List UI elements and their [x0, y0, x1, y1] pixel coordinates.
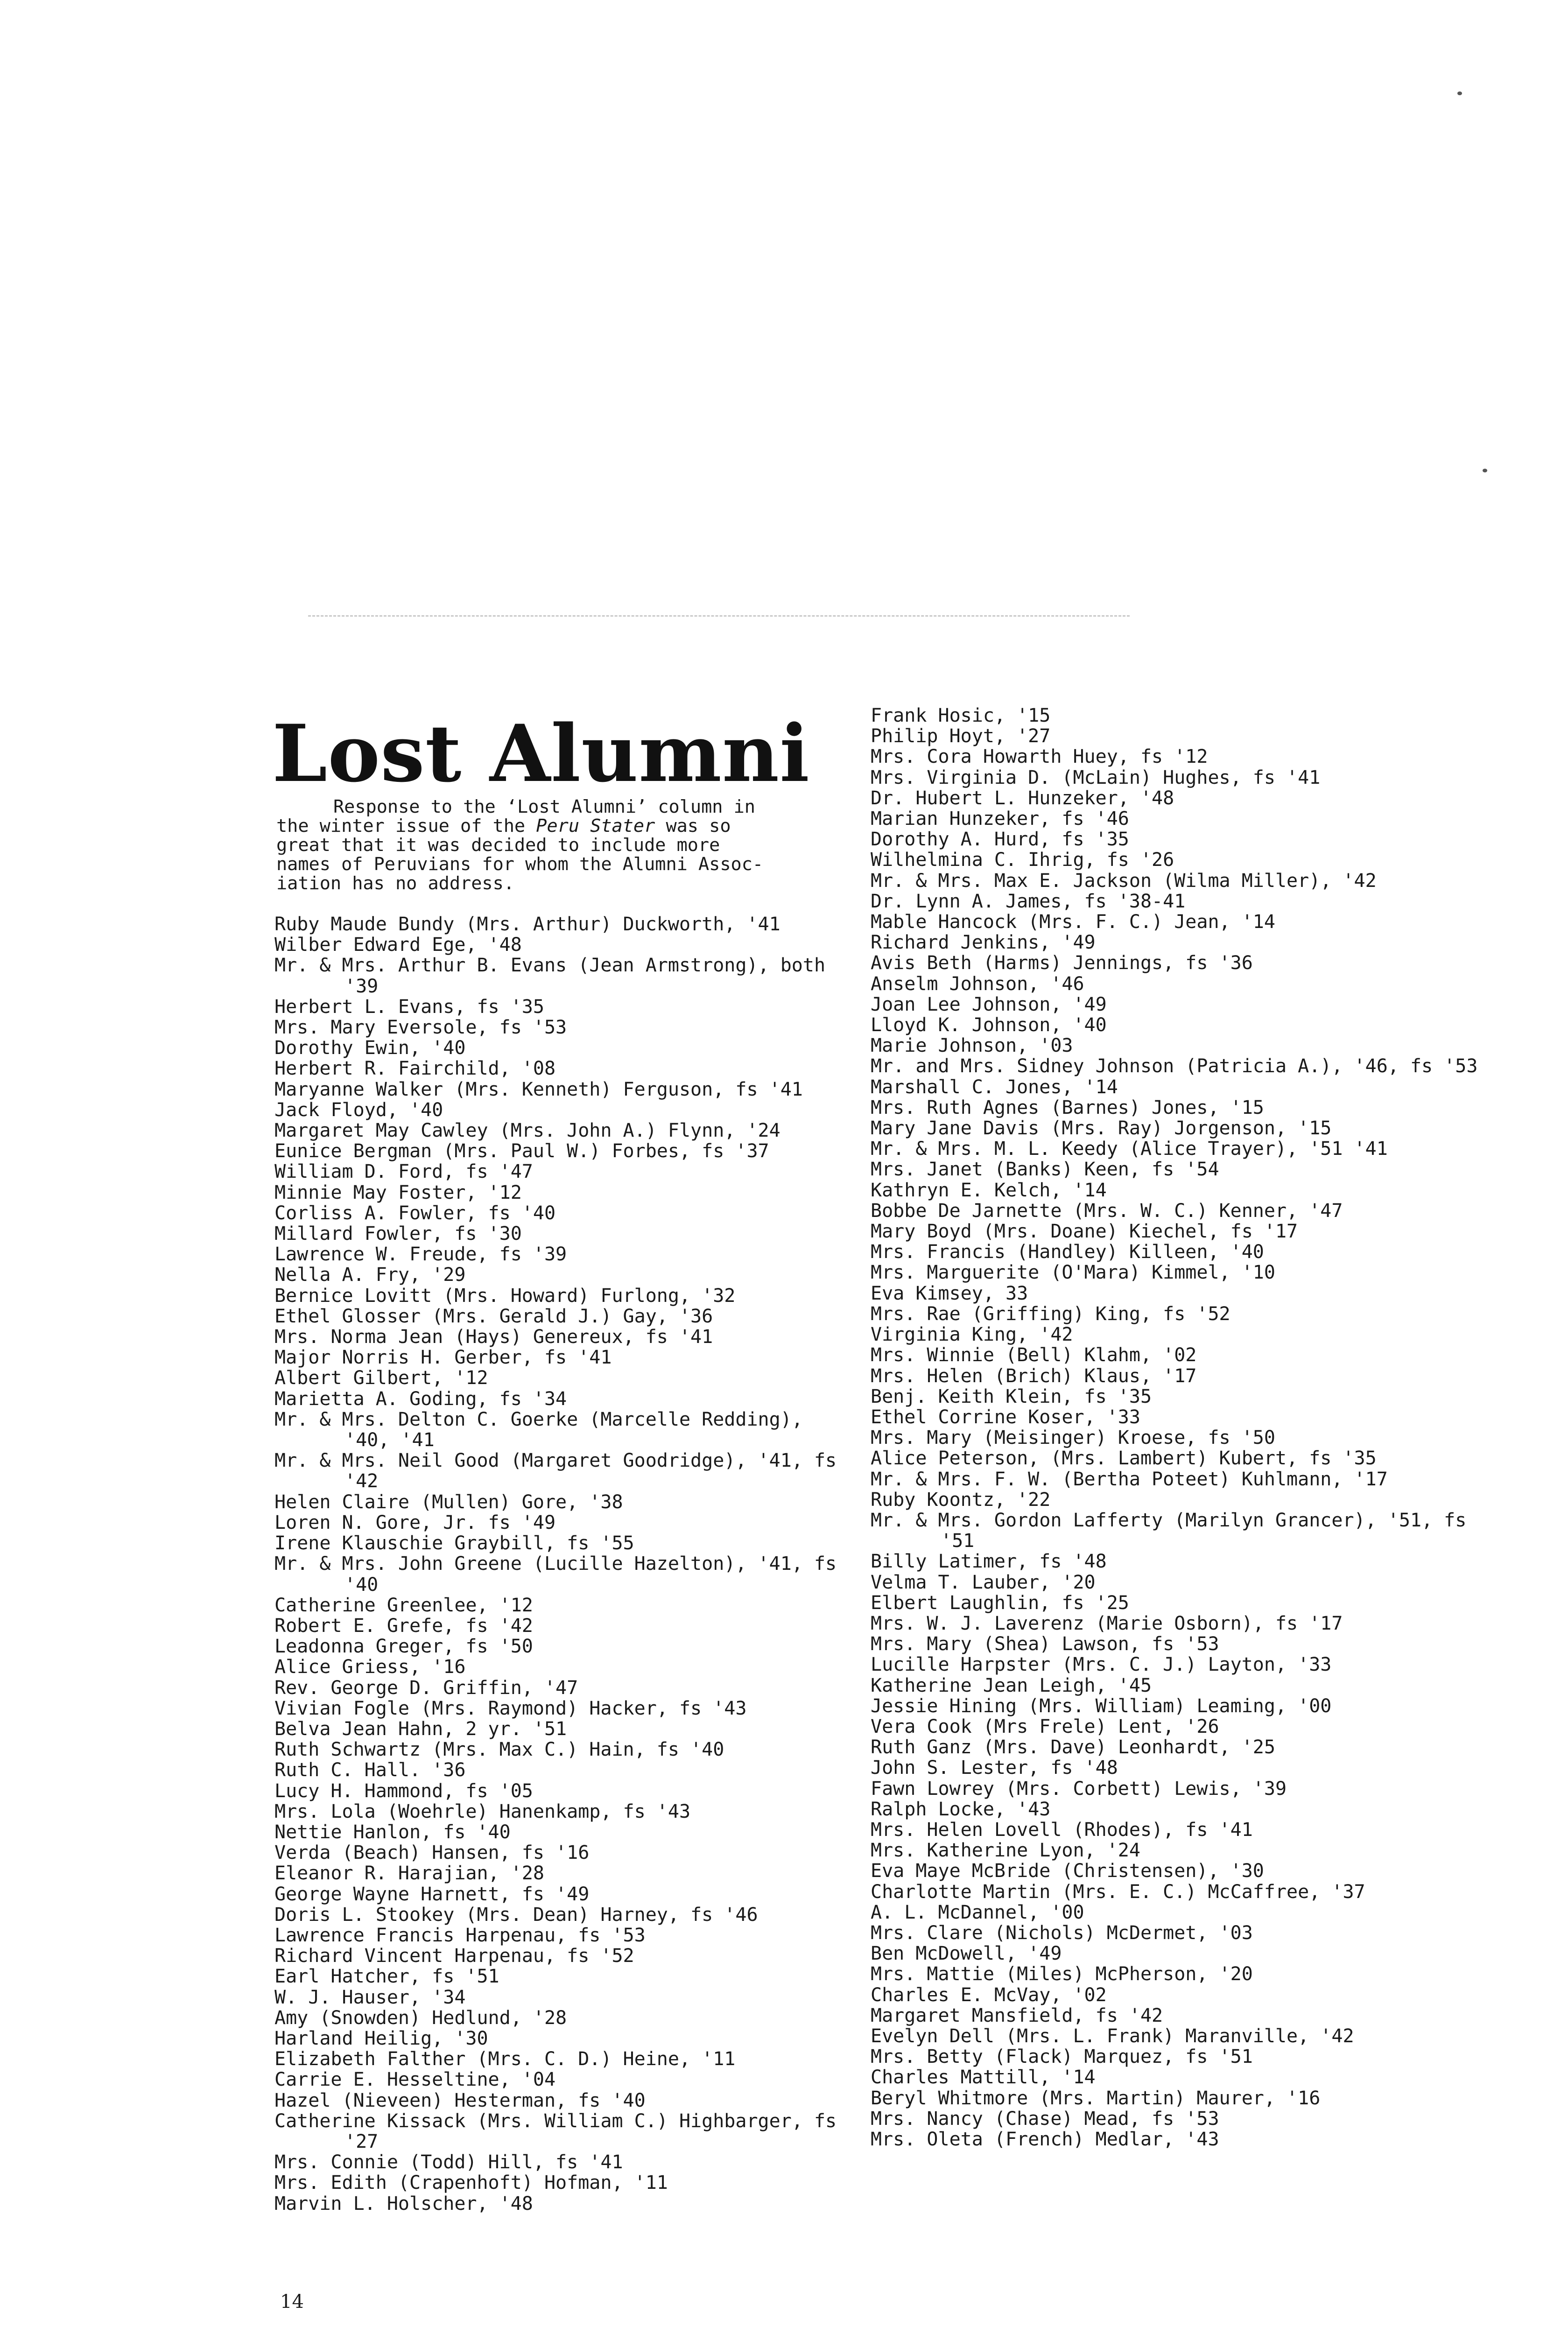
- intro-line: names of Peruvians for whom the Alumni Assoc-: [276, 854, 764, 875]
- alumni-entry: Elizabeth Falther (Mrs. C. D.) Heine, '11: [274, 2048, 736, 2070]
- alumni-entry: Mrs. W. J. Laverenz (Marie Osborn), fs '17: [871, 1612, 1343, 1634]
- alumni-entry: Doris L. Stookey (Mrs. Dean) Harney, fs '46: [274, 1904, 758, 1926]
- alumni-entry: Mr. & Mrs. Neil Good (Margaret Goodridge), '41, fs '42: [274, 1450, 848, 1492]
- alumni-entry: Ruth C. Hall. '36: [274, 1759, 466, 1781]
- alumni-entry: Mrs. Helen Lovell (Rhodes), fs '41: [871, 1819, 1253, 1841]
- alumni-entry: Philip Hoyt, '27: [871, 725, 1051, 747]
- alumni-entry: Mrs. Rae (Griffing) King, fs '52: [871, 1303, 1230, 1325]
- alumni-entry: Mr. & Mrs. M. L. Keedy (Alice Trayer), '51 '41: [871, 1138, 1388, 1160]
- alumni-entry: Velma T. Lauber, '20: [871, 1571, 1096, 1593]
- alumni-entry: Dorothy A. Hurd, fs '35: [871, 829, 1129, 851]
- alumni-entry: Dr. Lynn A. James, fs '38-41: [871, 890, 1186, 912]
- alumni-entry: Ruth Ganz (Mrs. Dave) Leonhardt, '25: [871, 1736, 1275, 1758]
- alumni-entry: Vivian Fogle (Mrs. Raymond) Hacker, fs '43: [274, 1697, 747, 1719]
- alumni-entry: Ralph Locke, '43: [871, 1798, 1051, 1820]
- intro-paragraph: [276, 797, 841, 893]
- alumni-entry: Mrs. Katherine Lyon, '24: [871, 1840, 1140, 1862]
- alumni-entry: Ruby Maude Bundy (Mrs. Arthur) Duckworth, '41: [274, 914, 780, 935]
- scan-speck: [1457, 91, 1462, 95]
- alumni-entry: Charles E. McVay, '02: [871, 1984, 1107, 2006]
- alumni-entry: Margaret May Cawley (Mrs. John A.) Flynn, '24: [274, 1120, 780, 1142]
- alumni-list-right-column: [871, 705, 1496, 2150]
- alumni-entry: Mrs. Francis (Handley) Killeen, '40: [871, 1241, 1264, 1263]
- alumni-entry: Margaret Mansfield, fs '42: [871, 2004, 1163, 2026]
- alumni-entry: Alice Griess, '16: [274, 1656, 466, 1678]
- alumni-entry: Mrs. Cora Howarth Huey, fs '12: [871, 746, 1208, 768]
- alumni-entry: Bobbe De Jarnette (Mrs. W. C.) Kenner, '47: [871, 1200, 1343, 1222]
- alumni-entry: A. L. McDannel, '00: [871, 1901, 1084, 1923]
- alumni-entry: Mr. & Mrs. Arthur B. Evans (Jean Armstrong), both '39: [274, 955, 837, 997]
- alumni-entry: Mrs. Clare (Nichols) McDermet, '03: [871, 1922, 1253, 1944]
- alumni-entry: Eleanor R. Harajian, '28: [274, 1863, 544, 1884]
- alumni-entry: Richard Vincent Harpenau, fs '52: [274, 1945, 634, 1967]
- alumni-entry: Amy (Snowden) Hedlund, '28: [274, 2007, 567, 2029]
- alumni-entry: Earl Hatcher, fs '51: [274, 1966, 499, 1988]
- alumni-entry: Nella A. Fry, '29: [274, 1264, 466, 1286]
- alumni-entry: Mrs. Helen (Brich) Klaus, '17: [871, 1365, 1197, 1387]
- alumni-entry: Kathryn E. Kelch, '14: [871, 1179, 1107, 1201]
- alumni-entry: Mr. & Mrs. John Greene (Lucille Hazelton), '41, fs '40: [274, 1553, 848, 1596]
- alumni-entry: Leadonna Greger, fs '50: [274, 1636, 533, 1658]
- alumni-entry: Mrs. Mary (Shea) Lawson, fs '53: [871, 1633, 1219, 1655]
- alumni-entry: Dorothy Ewin, '40: [274, 1037, 466, 1059]
- alumni-entry: Catherine Greenlee, '12: [274, 1594, 533, 1616]
- alumni-entry: Mrs. Oleta (French) Medlar, '43: [871, 2129, 1219, 2151]
- alumni-entry: Albert Gilbert, '12: [274, 1367, 488, 1389]
- alumni-entry: Dr. Hubert L. Hunzeker, '48: [871, 787, 1174, 809]
- alumni-entry: Beryl Whitmore (Mrs. Martin) Maurer, '16: [871, 2087, 1321, 2109]
- alumni-entry: Major Norris H. Gerber, fs '41: [274, 1347, 612, 1369]
- alumni-entry: Minnie May Foster, '12: [274, 1181, 522, 1203]
- alumni-entry: Mr. & Mrs. F. W. (Bertha Poteet) Kuhlmann, '17: [871, 1468, 1388, 1490]
- alumni-entry: Verda (Beach) Hansen, fs '16: [274, 1842, 590, 1864]
- alumni-entry: Belva Jean Hahn, 2 yr. '51: [274, 1718, 567, 1740]
- alumni-entry: Mrs. Janet (Banks) Keen, fs '54: [871, 1159, 1219, 1181]
- intro-line: great that it was decided to include more: [276, 835, 720, 856]
- intro-text: was so: [655, 815, 731, 837]
- faint-dashed-rule: [308, 615, 1130, 617]
- alumni-entry: Mary Boyd (Mrs. Doane) Kiechel, fs '17: [871, 1221, 1298, 1243]
- alumni-entry: Mr. & Mrs. Max E. Jackson (Wilma Miller), '42: [871, 870, 1377, 892]
- alumni-entry: Lucy H. Hammond, fs '05: [274, 1780, 533, 1802]
- alumni-entry: Mr. & Mrs. Gordon Lafferty (Marilyn Grancer), '51, fs '51: [871, 1509, 1478, 1552]
- alumni-entry: Catherine Kissack (Mrs. William C.) Highbarger, fs '27: [274, 2110, 848, 2152]
- page-title: Lost Alumni: [272, 707, 810, 800]
- alumni-entry: Joan Lee Johnson, '49: [871, 993, 1107, 1015]
- alumni-entry: Avis Beth (Harms) Jennings, fs '36: [871, 952, 1253, 974]
- alumni-entry: John S. Lester, fs '48: [871, 1757, 1118, 1779]
- alumni-entry: Lloyd K. Johnson, '40: [871, 1014, 1107, 1036]
- alumni-entry: Anselm Johnson, '46: [871, 973, 1084, 995]
- alumni-entry: Mrs. Edith (Crapenhoft) Hofman, '11: [274, 2172, 668, 2194]
- alumni-entry: Jessie Hining (Mrs. William) Leaming, '00: [871, 1695, 1332, 1717]
- alumni-entry: Ruth Schwartz (Mrs. Max C.) Hain, fs '40: [274, 1739, 724, 1761]
- intro-line: [276, 816, 841, 836]
- alumni-entry: Frank Hosic, '15: [871, 705, 1051, 726]
- alumni-entry: Mrs. Connie (Todd) Hill, fs '41: [274, 2151, 623, 2173]
- alumni-entry: Eva Maye McBride (Christensen), '30: [871, 1860, 1264, 1882]
- alumni-entry: Mrs. Winnie (Bell) Klahm, '02: [871, 1344, 1197, 1366]
- publication-name: Peru Stater: [536, 815, 655, 837]
- alumni-entry: Benj. Keith Klein, fs '35: [871, 1385, 1152, 1407]
- alumni-entry: Evelyn Dell (Mrs. L. Frank) Maranville, '42: [871, 2025, 1354, 2047]
- alumni-entry: Charles Mattill, '14: [871, 2067, 1096, 2088]
- alumni-entry: Harland Heilig, '30: [274, 2027, 488, 2049]
- alumni-entry: Ben McDowell, '49: [871, 1943, 1062, 1965]
- alumni-entry: Millard Fowler, fs '30: [274, 1223, 522, 1245]
- alumni-entry: Katherine Jean Leigh, '45: [871, 1674, 1152, 1696]
- alumni-entry: Lawrence Francis Harpenau, fs '53: [274, 1924, 646, 1946]
- alumni-entry: Robert E. Grefe, fs '42: [274, 1615, 533, 1637]
- alumni-entry: Eva Kimsey, 33: [871, 1282, 1028, 1304]
- alumni-entry: Jack Floyd, '40: [274, 1099, 443, 1121]
- alumni-entry: Lucille Harpster (Mrs. C. J.) Layton, '33: [871, 1654, 1332, 1676]
- alumni-entry: Mrs. Norma Jean (Hays) Genereux, fs '41: [274, 1326, 713, 1348]
- alumni-entry: Mable Hancock (Mrs. F. C.) Jean, '14: [871, 911, 1275, 933]
- alumni-entry: Loren N. Gore, Jr. fs '49: [274, 1511, 556, 1533]
- alumni-entry: Fawn Lowrey (Mrs. Corbett) Lewis, '39: [871, 1778, 1287, 1800]
- alumni-entry: William D. Ford, fs '47: [274, 1161, 533, 1183]
- alumni-entry: Mrs. Virginia D. (McLain) Hughes, fs '41: [871, 766, 1321, 788]
- alumni-entry: Billy Latimer, fs '48: [871, 1551, 1107, 1573]
- alumni-entry: Ruby Koontz, '22: [871, 1489, 1051, 1511]
- alumni-entry: Rev. George D. Griffin, '47: [274, 1677, 578, 1699]
- alumni-entry: Elbert Laughlin, fs '25: [871, 1592, 1129, 1614]
- alumni-entry: Marvin L. Holscher, '48: [274, 2193, 533, 2214]
- alumni-entry: Mr. and Mrs. Sidney Johnson (Patricia A.), '46, fs '53: [871, 1055, 1478, 1077]
- page-number: 14: [280, 2291, 304, 2313]
- alumni-entry: Corliss A. Fowler, fs '40: [274, 1202, 556, 1224]
- alumni-entry: Mrs. Mattie (Miles) McPherson, '20: [871, 1963, 1253, 1985]
- alumni-list-left-column: [274, 914, 858, 2214]
- alumni-entry: Richard Jenkins, '49: [871, 932, 1096, 954]
- alumni-entry: Helen Claire (Mullen) Gore, '38: [274, 1491, 623, 1513]
- alumni-entry: Marshall C. Jones, '14: [871, 1076, 1118, 1098]
- alumni-entry: Marietta A. Goding, fs '34: [274, 1388, 567, 1410]
- alumni-entry: Carrie E. Hesseltine, '04: [274, 2069, 556, 2091]
- alumni-entry: Marian Hunzeker, fs '46: [871, 808, 1129, 830]
- alumni-entry: Mrs. Mary Eversole, fs '53: [274, 1017, 567, 1039]
- alumni-entry: Nettie Hanlon, fs '40: [274, 1821, 511, 1843]
- alumni-entry: Ethel Glosser (Mrs. Gerald J.) Gay, '36: [274, 1305, 713, 1327]
- alumni-entry: Lawrence W. Freude, fs '39: [274, 1244, 567, 1265]
- alumni-entry: George Wayne Harnett, fs '49: [274, 1883, 590, 1905]
- alumni-entry: Herbert R. Fairchild, '08: [274, 1058, 556, 1080]
- alumni-entry: Herbert L. Evans, fs '35: [274, 996, 544, 1018]
- alumni-entry: Mrs. Mary (Meisinger) Kroese, fs '50: [871, 1427, 1275, 1449]
- alumni-entry: Vera Cook (Mrs Frele) Lent, '26: [871, 1715, 1219, 1737]
- alumni-entry: W. J. Hauser, '34: [274, 1986, 466, 2008]
- alumni-entry: Mr. & Mrs. Delton C. Goerke (Marcelle Redding), '40, '41: [274, 1408, 814, 1451]
- alumni-entry: Ethel Corrine Koser, '33: [871, 1406, 1140, 1428]
- alumni-entry: Charlotte Martin (Mrs. E. C.) McCaffree, '37: [871, 1881, 1365, 1903]
- alumni-entry: Bernice Lovitt (Mrs. Howard) Furlong, '32: [274, 1285, 736, 1307]
- alumni-entry: Virginia King, '42: [871, 1324, 1073, 1346]
- alumni-entry: Mrs. Marguerite (O'Mara) Kimmel, '10: [871, 1262, 1275, 1284]
- alumni-entry: Mrs. Lola (Woehrle) Hanenkamp, fs '43: [274, 1800, 691, 1822]
- intro-text: the winter issue of the: [276, 815, 536, 837]
- alumni-entry: Mrs. Nancy (Chase) Mead, fs '53: [871, 2108, 1219, 2130]
- alumni-entry: Maryanne Walker (Mrs. Kenneth) Ferguson, fs '41: [274, 1078, 803, 1100]
- intro-line: Response to the ‘Lost Alumni’ column in: [333, 796, 755, 817]
- alumni-entry: Wilhelmina C. Ihrig, fs '26: [871, 849, 1174, 871]
- intro-line: iation has no address.: [276, 873, 514, 894]
- alumni-entry: Marie Johnson, '03: [871, 1035, 1073, 1057]
- alumni-entry: Mrs. Ruth Agnes (Barnes) Jones, '15: [871, 1097, 1264, 1118]
- alumni-entry: Hazel (Nieveen) Hesterman, fs '40: [274, 2089, 646, 2111]
- alumni-entry: Mary Jane Davis (Mrs. Ray) Jorgenson, '15: [871, 1118, 1332, 1139]
- alumni-entry: Eunice Bergman (Mrs. Paul W.) Forbes, fs '37: [274, 1140, 769, 1162]
- alumni-entry: Wilber Edward Ege, '48: [274, 934, 522, 956]
- scan-speck: [1483, 469, 1487, 472]
- alumni-entry: Alice Peterson, (Mrs. Lambert) Kubert, fs '35: [871, 1448, 1377, 1469]
- alumni-entry: Mrs. Betty (Flack) Marquez, fs '51: [871, 2046, 1253, 2068]
- alumni-entry: Irene Klauschie Graybill, fs '55: [274, 1533, 634, 1554]
